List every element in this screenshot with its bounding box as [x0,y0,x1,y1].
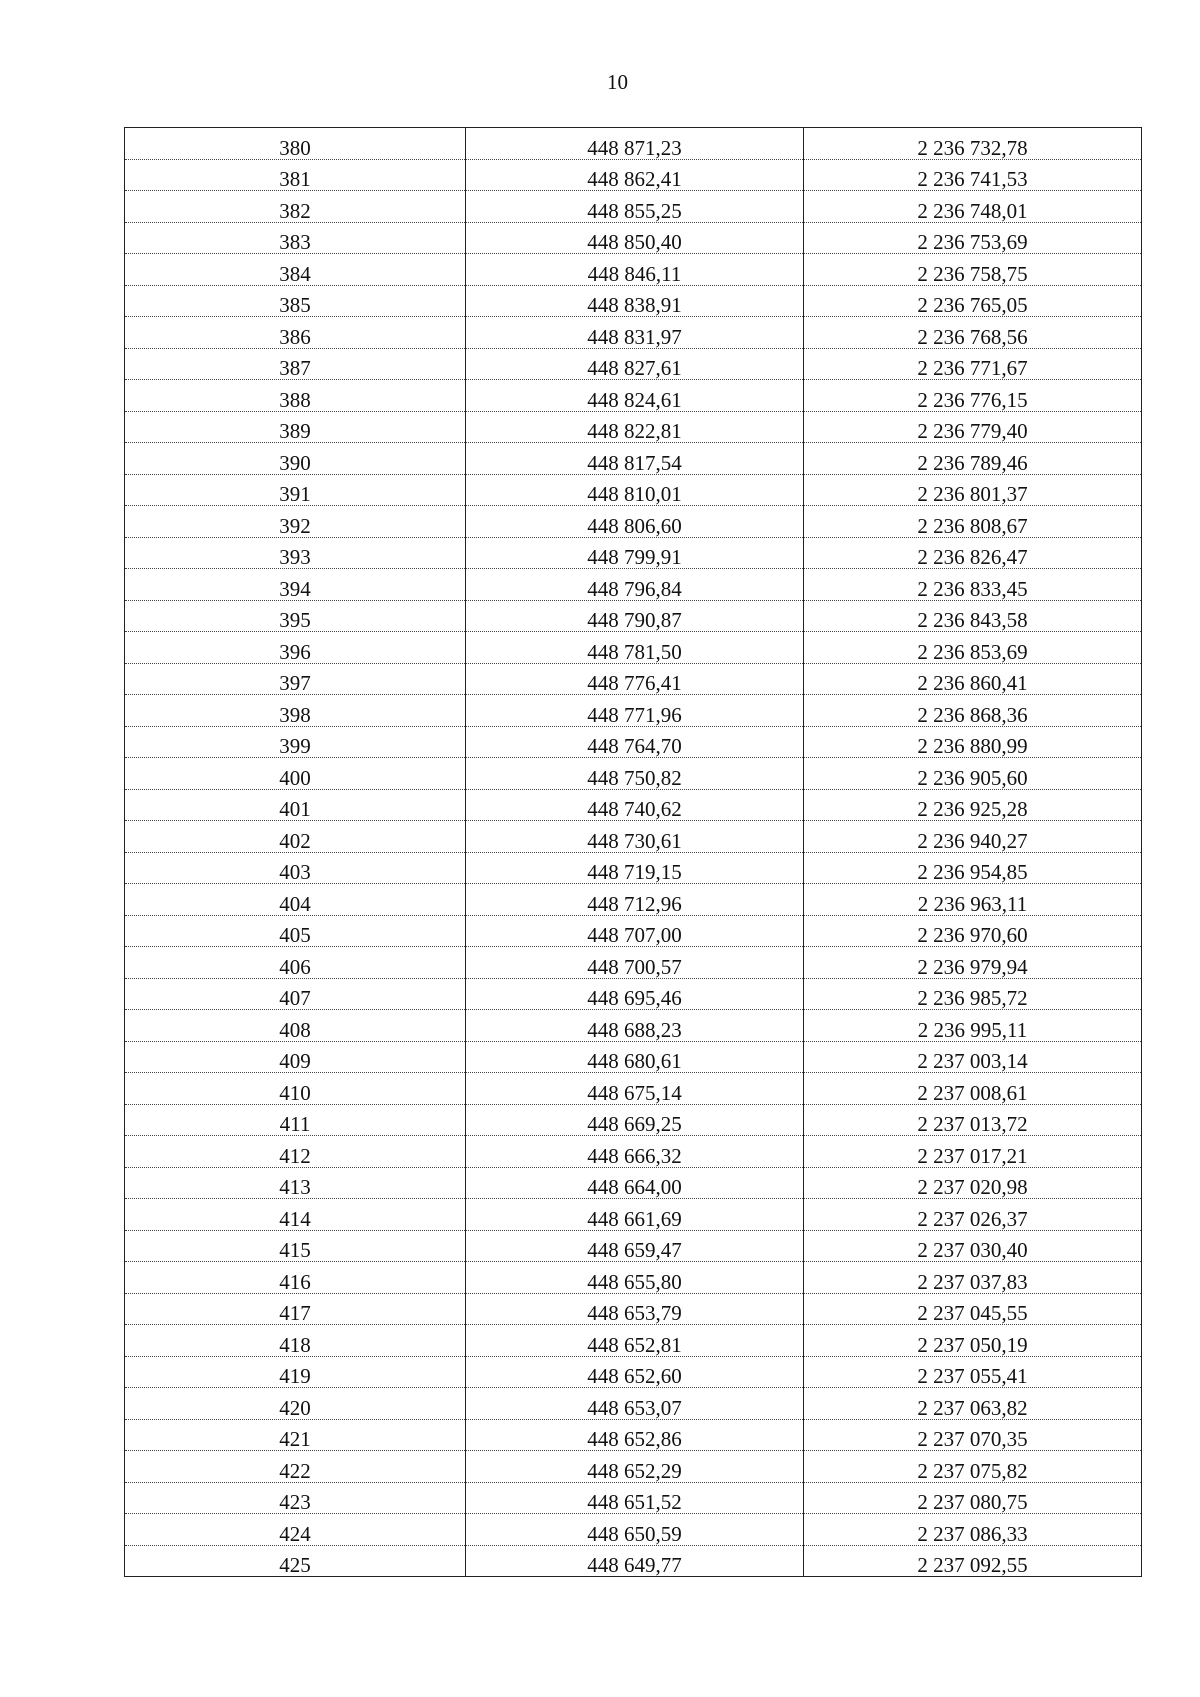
x-coordinate-cell: 448 817,54 [466,443,804,475]
y-coordinate-cell: 2 237 070,35 [804,1419,1142,1451]
point-number-cell: 385 [125,285,466,317]
x-coordinate-cell: 448 659,47 [466,1230,804,1262]
y-coordinate-cell: 2 237 080,75 [804,1482,1142,1514]
y-coordinate-cell: 2 236 748,01 [804,191,1142,223]
point-number-cell: 412 [125,1136,466,1168]
point-number-cell: 422 [125,1451,466,1483]
y-coordinate-cell: 2 237 063,82 [804,1388,1142,1420]
y-coordinate-cell: 2 236 753,69 [804,222,1142,254]
x-coordinate-cell: 448 822,81 [466,411,804,443]
page-number: 10 [607,70,628,94]
table-row [125,1010,1142,1042]
table-row [125,317,1142,349]
table-row [125,632,1142,664]
table-row [125,285,1142,317]
point-number-cell: 417 [125,1293,466,1325]
y-coordinate-cell: 2 236 853,69 [804,632,1142,664]
x-coordinate-cell: 448 824,61 [466,380,804,412]
y-coordinate-cell: 2 236 779,40 [804,411,1142,443]
y-coordinate-cell: 2 237 013,72 [804,1104,1142,1136]
table-row [125,758,1142,790]
y-coordinate-cell: 2 236 801,37 [804,474,1142,506]
x-coordinate-cell: 448 688,23 [466,1010,804,1042]
point-number-cell: 400 [125,758,466,790]
table-row [125,474,1142,506]
table-row [125,537,1142,569]
table-row [125,1293,1142,1325]
table-row [125,159,1142,191]
y-coordinate-cell: 2 237 008,61 [804,1073,1142,1105]
y-coordinate-cell: 2 236 880,99 [804,726,1142,758]
x-coordinate-cell: 448 810,01 [466,474,804,506]
y-coordinate-cell: 2 236 860,41 [804,663,1142,695]
table-row [125,1136,1142,1168]
point-number-cell: 395 [125,600,466,632]
point-number-cell: 396 [125,632,466,664]
point-number-cell: 404 [125,884,466,916]
table-row [125,191,1142,223]
point-number-cell: 382 [125,191,466,223]
y-coordinate-cell: 2 236 826,47 [804,537,1142,569]
y-coordinate-cell: 2 237 050,19 [804,1325,1142,1357]
y-coordinate-cell: 2 237 086,33 [804,1514,1142,1546]
point-number-cell: 380 [125,128,466,160]
table-row [125,1230,1142,1262]
x-coordinate-cell: 448 838,91 [466,285,804,317]
point-number-cell: 393 [125,537,466,569]
y-coordinate-cell: 2 237 075,82 [804,1451,1142,1483]
x-coordinate-cell: 448 846,11 [466,254,804,286]
x-coordinate-cell: 448 776,41 [466,663,804,695]
x-coordinate-cell: 448 664,00 [466,1167,804,1199]
table-row [125,884,1142,916]
table-row [125,254,1142,286]
point-number-cell: 384 [125,254,466,286]
point-number-cell: 424 [125,1514,466,1546]
point-number-cell: 420 [125,1388,466,1420]
x-coordinate-cell: 448 661,69 [466,1199,804,1231]
table-row [125,1356,1142,1388]
point-number-cell: 406 [125,947,466,979]
point-number-cell: 388 [125,380,466,412]
point-number-cell: 391 [125,474,466,506]
y-coordinate-cell: 2 237 045,55 [804,1293,1142,1325]
y-coordinate-cell: 2 236 776,15 [804,380,1142,412]
x-coordinate-cell: 448 669,25 [466,1104,804,1136]
x-coordinate-cell: 448 652,86 [466,1419,804,1451]
x-coordinate-cell: 448 796,84 [466,569,804,601]
y-coordinate-cell: 2 237 026,37 [804,1199,1142,1231]
table-row [125,1482,1142,1514]
table-row [125,1514,1142,1546]
point-number-cell: 392 [125,506,466,538]
table-row [125,1451,1142,1483]
y-coordinate-cell: 2 236 995,11 [804,1010,1142,1042]
table-row [125,978,1142,1010]
table-row [125,947,1142,979]
y-coordinate-cell: 2 236 789,46 [804,443,1142,475]
point-number-cell: 387 [125,348,466,380]
x-coordinate-cell: 448 712,96 [466,884,804,916]
table-row [125,222,1142,254]
point-number-cell: 415 [125,1230,466,1262]
x-coordinate-cell: 448 675,14 [466,1073,804,1105]
table-row [125,821,1142,853]
point-number-cell: 416 [125,1262,466,1294]
point-number-cell: 419 [125,1356,466,1388]
table-row [125,348,1142,380]
point-number-cell: 407 [125,978,466,1010]
y-coordinate-cell: 2 236 732,78 [804,128,1142,160]
y-coordinate-cell: 2 236 765,05 [804,285,1142,317]
table-row [125,1199,1142,1231]
table-row [125,506,1142,538]
x-coordinate-cell: 448 771,96 [466,695,804,727]
coordinates-table-body [125,128,1142,1577]
y-coordinate-cell: 2 237 020,98 [804,1167,1142,1199]
y-coordinate-cell: 2 237 092,55 [804,1545,1142,1577]
table-row [125,726,1142,758]
table-row [125,1167,1142,1199]
y-coordinate-cell: 2 236 843,58 [804,600,1142,632]
y-coordinate-cell: 2 236 954,85 [804,852,1142,884]
x-coordinate-cell: 448 806,60 [466,506,804,538]
point-number-cell: 409 [125,1041,466,1073]
point-number-cell: 381 [125,159,466,191]
table-row [125,1388,1142,1420]
table-row [125,695,1142,727]
table-row [125,1073,1142,1105]
point-number-cell: 390 [125,443,466,475]
y-coordinate-cell: 2 237 030,40 [804,1230,1142,1262]
x-coordinate-cell: 448 719,15 [466,852,804,884]
point-number-cell: 389 [125,411,466,443]
y-coordinate-cell: 2 236 741,53 [804,159,1142,191]
x-coordinate-cell: 448 862,41 [466,159,804,191]
y-coordinate-cell: 2 236 963,11 [804,884,1142,916]
table-row [125,915,1142,947]
point-number-cell: 399 [125,726,466,758]
point-number-cell: 383 [125,222,466,254]
point-number-cell: 405 [125,915,466,947]
y-coordinate-cell: 2 236 758,75 [804,254,1142,286]
x-coordinate-cell: 448 764,70 [466,726,804,758]
y-coordinate-cell: 2 236 925,28 [804,789,1142,821]
y-coordinate-cell: 2 236 768,56 [804,317,1142,349]
x-coordinate-cell: 448 652,81 [466,1325,804,1357]
x-coordinate-cell: 448 740,62 [466,789,804,821]
y-coordinate-cell: 2 236 979,94 [804,947,1142,979]
y-coordinate-cell: 2 236 905,60 [804,758,1142,790]
x-coordinate-cell: 448 651,52 [466,1482,804,1514]
point-number-cell: 414 [125,1199,466,1231]
y-coordinate-cell: 2 236 808,67 [804,506,1142,538]
point-number-cell: 397 [125,663,466,695]
y-coordinate-cell: 2 236 771,67 [804,348,1142,380]
table-row [125,1262,1142,1294]
y-coordinate-cell: 2 236 985,72 [804,978,1142,1010]
y-coordinate-cell: 2 237 017,21 [804,1136,1142,1168]
x-coordinate-cell: 448 827,61 [466,348,804,380]
y-coordinate-cell: 2 236 868,36 [804,695,1142,727]
coordinates-table [124,127,1142,1577]
point-number-cell: 413 [125,1167,466,1199]
point-number-cell: 410 [125,1073,466,1105]
x-coordinate-cell: 448 649,77 [466,1545,804,1577]
point-number-cell: 398 [125,695,466,727]
table-row [125,852,1142,884]
y-coordinate-cell: 2 237 037,83 [804,1262,1142,1294]
x-coordinate-cell: 448 652,29 [466,1451,804,1483]
x-coordinate-cell: 448 781,50 [466,632,804,664]
x-coordinate-cell: 448 650,59 [466,1514,804,1546]
table-row [125,789,1142,821]
table-row [125,663,1142,695]
y-coordinate-cell: 2 237 055,41 [804,1356,1142,1388]
y-coordinate-cell: 2 236 940,27 [804,821,1142,853]
point-number-cell: 421 [125,1419,466,1451]
table-row [125,1041,1142,1073]
point-number-cell: 408 [125,1010,466,1042]
x-coordinate-cell: 448 695,46 [466,978,804,1010]
x-coordinate-cell: 448 790,87 [466,600,804,632]
x-coordinate-cell: 448 680,61 [466,1041,804,1073]
x-coordinate-cell: 448 700,57 [466,947,804,979]
x-coordinate-cell: 448 730,61 [466,821,804,853]
x-coordinate-cell: 448 850,40 [466,222,804,254]
x-coordinate-cell: 448 653,79 [466,1293,804,1325]
table-row [125,128,1142,160]
point-number-cell: 394 [125,569,466,601]
point-number-cell: 401 [125,789,466,821]
point-number-cell: 403 [125,852,466,884]
point-number-cell: 418 [125,1325,466,1357]
x-coordinate-cell: 448 831,97 [466,317,804,349]
point-number-cell: 402 [125,821,466,853]
x-coordinate-cell: 448 871,23 [466,128,804,160]
point-number-cell: 423 [125,1482,466,1514]
x-coordinate-cell: 448 652,60 [466,1356,804,1388]
table-row [125,1545,1142,1577]
table-row [125,1419,1142,1451]
x-coordinate-cell: 448 799,91 [466,537,804,569]
table-row [125,380,1142,412]
y-coordinate-cell: 2 236 833,45 [804,569,1142,601]
point-number-cell: 386 [125,317,466,349]
point-number-cell: 411 [125,1104,466,1136]
table-row [125,411,1142,443]
table-row [125,1104,1142,1136]
x-coordinate-cell: 448 653,07 [466,1388,804,1420]
x-coordinate-cell: 448 750,82 [466,758,804,790]
point-number-cell: 425 [125,1545,466,1577]
x-coordinate-cell: 448 655,80 [466,1262,804,1294]
table-row [125,569,1142,601]
x-coordinate-cell: 448 666,32 [466,1136,804,1168]
y-coordinate-cell: 2 236 970,60 [804,915,1142,947]
table-row [125,443,1142,475]
table-row [125,1325,1142,1357]
table-row [125,600,1142,632]
x-coordinate-cell: 448 855,25 [466,191,804,223]
y-coordinate-cell: 2 237 003,14 [804,1041,1142,1073]
x-coordinate-cell: 448 707,00 [466,915,804,947]
